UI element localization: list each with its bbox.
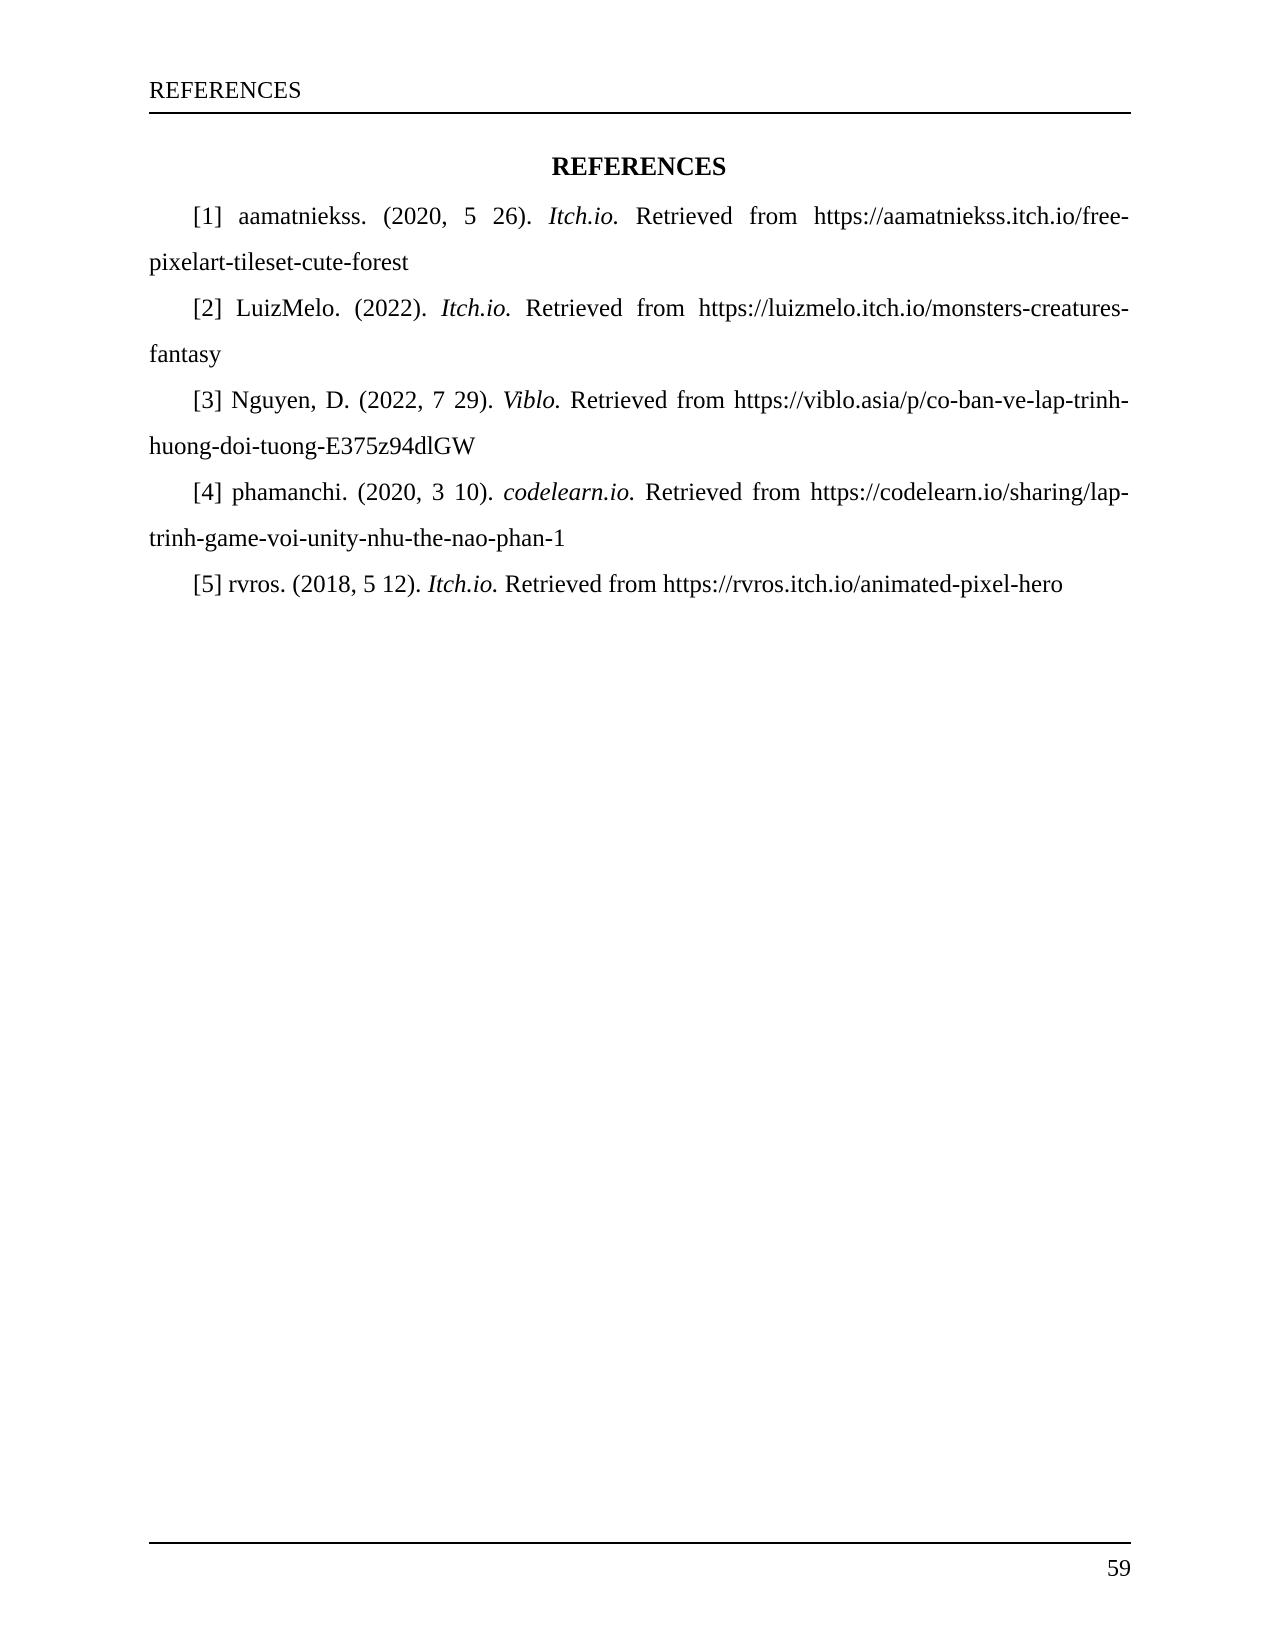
reference-retrieved: Retrieved from https://rvros.itch.io/animated-pixel-hero — [504, 571, 1063, 598]
page-number: 59 — [1107, 1556, 1131, 1582]
reference-author-date: aamatniekss. (2020, 5 26). — [238, 203, 533, 230]
reference-retrieved: Retrieved from https://aamatniekss.itch.io/free-pixelart-tileset-cute-forest — [149, 203, 1130, 276]
reference-item — [149, 194, 1129, 286]
reference-label: [1] — [193, 203, 223, 230]
reference-retrieved: Retrieved from https://luizmelo.itch.io/monsters-creatures-fantasy — [149, 295, 1130, 368]
reference-title: Itch.io. — [548, 203, 620, 230]
reference-label: [4] — [193, 479, 223, 506]
running-head: REFERENCES — [149, 78, 302, 104]
reference-label: [5] — [193, 571, 223, 598]
reference-title: Viblo. — [502, 387, 562, 414]
reference-label: [2] — [193, 295, 223, 322]
reference-title: Itch.io. — [440, 295, 512, 322]
page-title: REFERENCES — [551, 152, 727, 181]
reference-title: Itch.io. — [427, 571, 499, 598]
reference-item — [149, 470, 1129, 562]
reference-title: codelearn.io. — [503, 479, 636, 506]
reference-retrieved: Retrieved from https://codelearn.io/sharing/lap-trinh-game-voi-unity-nhu-the-nao-phan-1 — [149, 479, 1129, 552]
reference-item — [149, 562, 1129, 608]
reference-author-date: rvros. (2018, 5 12). — [228, 571, 422, 598]
reference-author-date: Nguyen, D. (2022, 7 29). — [231, 387, 494, 414]
reference-label: [3] — [193, 387, 223, 414]
reference-item — [149, 378, 1129, 470]
reference-item — [149, 286, 1129, 378]
reference-author-date: phamanchi. (2020, 3 10). — [231, 479, 494, 506]
page-header — [149, 76, 1131, 114]
reference-retrieved: Retrieved from https://viblo.asia/p/co-ban-ve-lap-trinh-huong-doi-tuong-E375z94dlGW — [149, 387, 1130, 460]
references-section — [149, 150, 1129, 608]
reference-author-date: LuizMelo. (2022). — [235, 295, 428, 322]
page-footer — [149, 1542, 1131, 1582]
